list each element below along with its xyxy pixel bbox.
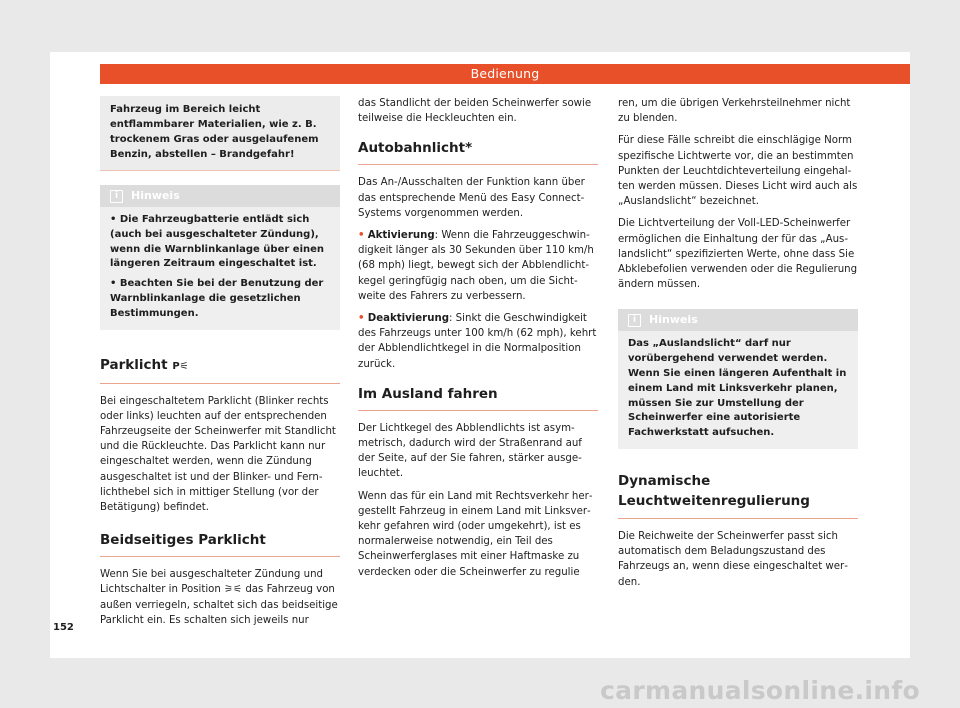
bullet-icon: • [358, 230, 365, 242]
heading-text: Parklicht [100, 356, 168, 373]
body-paragraph [100, 567, 340, 628]
body-paragraph: Wenn das für ein Land mit Rechtsverkehr hergestellt Fahrzeug in einem Land mit Linksverkehr gefahren wird (oder umgekehrt), ist es normalerweise notwendig, ein Teil des Scheinwerferglases mit einer Haftmaske zu verdecken oder die Scheinwerfer zu regulie [358, 490, 593, 578]
list-item-deaktivierung [358, 311, 598, 372]
list-item-aktivierung [358, 228, 598, 304]
body-paragraph: Das An-/Ausschalten der Funktion kann über das entsprechende Menü des Easy Connect-Systems vorgenommen werden. [358, 177, 585, 219]
warning-text: Fahrzeug im Bereich leicht entflammbarer Materialien, wie z. B. trockenem Gras oder ausgelaufenem Benzin, abstellen – Brandgefahr! [110, 104, 319, 160]
bullet-icon: • [358, 313, 365, 325]
note-item: • Beachten Sie bei der Benutzung der Warnblinkanlage die gesetzlichen Bestimmungen. [110, 278, 324, 319]
body-paragraph: Die Lichtverteilung der Voll-LED-Scheinwerfer ermöglichen die Einhaltung der für das „Auslandslicht“ spezifizierten Werte, ohne dass Sie Abklebefolien verwenden oder die Regulierung ändern müssen. [618, 218, 858, 291]
note-item: • Die Fahrzeugbatterie entlädt sich (auch bei ausgeschalteter Zündung), wenn die Warnblinkanlage über einen längeren Zeitraum eingeschaltet ist. [110, 214, 325, 270]
term: Deaktivierung [367, 313, 450, 325]
page-number: 152 [53, 622, 74, 633]
note-box [100, 207, 340, 330]
section-heading-parklicht [100, 356, 340, 384]
info-icon: i [628, 314, 641, 327]
body-paragraph: das Standlicht der beiden Scheinwerfer sowie teilweise die Heckleuchten ein. [358, 98, 592, 125]
section-heading-dynamic: Dynamische Leuchtweitenregulierung [618, 471, 858, 519]
manual-page [50, 52, 910, 658]
section-title: Bedienung [470, 66, 540, 81]
warning-box [100, 96, 340, 171]
body-paragraph: Für diese Fälle schreibt die einschlägige Norm spezifische Lichtwerte vor, die an bestimmten Punkten der Leuchtdichteverteilung eingehalten werden müssen. Dieses Licht wird auch als „Auslandslicht“ bezeichnet. [618, 135, 858, 208]
column-middle [358, 96, 598, 587]
text-fragment: das Fahrzeug von außen verriegeln, schaltet sich das beidseitige Parklicht ein. Es schalten sich jeweils nur [100, 584, 338, 626]
watermark: carmanualsonline.info [600, 676, 920, 705]
parking-light-symbol-icon: ⚞⚟ [224, 584, 243, 596]
body-paragraph: ren, um die übrigen Verkehrsteilnehmer nicht zu blenden. [618, 98, 851, 125]
info-icon: i [110, 190, 123, 203]
body-paragraph: Bei eingeschaltetem Parklicht (Blinker rechts oder links) leuchten auf der entsprechenden Fahrzeugseite der Scheinwerfer mit Standlicht und die Rückleuchte. Das Parklicht kann nur eingeschaltet werden, wenn die Zündung ausgeschaltet ist und der Blinker- und Fernlichthebel sich in mittiger Stellung (vor der Betätigung) befindet. [100, 395, 336, 513]
column-left [100, 96, 340, 635]
body-paragraph: Der Lichtkegel des Abblendlichts ist asymmetrisch, dadurch wird der Straßenrand auf der Seite, auf der Sie fahren, stärker ausgeleuchtet. [358, 422, 582, 480]
note-header [618, 309, 858, 331]
parklicht-symbol-icon: P⚟ [172, 360, 189, 372]
section-heading-autobahnlicht: Autobahnlicht* [358, 139, 598, 165]
section-heading-ausland: Im Ausland fahren [358, 385, 598, 411]
text-fragment: : Sinkt die Geschwindigkeit des Fahrzeugs unter 100 km/h (62 mph), kehrt der Abblendlichtkegel in die Normalposition zurück. [358, 313, 597, 370]
section-heading-beidseitig: Beidseitiges Parklicht [100, 531, 340, 557]
note-text: Das „Auslandslicht“ darf nur vorübergehend verwendet werden. Wenn Sie einen längeren Aufenthalt in einem Land mit Linksverkehr planen, müssen Sie zur Umstellung der Scheinwerfer eine autorisierte Fachwerkstatt aufsuchen. [628, 338, 847, 439]
section-header-bar [100, 64, 910, 84]
note-header [100, 185, 340, 207]
note-box [618, 331, 858, 449]
column-right [618, 96, 858, 597]
term: Aktivierung [367, 230, 435, 242]
note-heading: Hinweis [131, 189, 180, 202]
text-fragment: : Wenn die Fahrzeuggeschwindigkeit länger als 30 Sekunden über 110 km/h (68 mph) liegt, bewegt sich der Abblendlichtkegel geringfügig nach oben, um die Sichtweite des Fahrers zu verbessern. [358, 230, 594, 302]
body-paragraph: Die Reichweite der Scheinwerfer passt sich automatisch dem Beladungszustand des Fahrzeugs an, wenn diese eingeschaltet werden. [618, 531, 848, 588]
text-fragment: Wenn Sie bei ausgeschalteter Zündung und Lichtschalter in Position [100, 569, 323, 596]
note-heading: Hinweis [649, 313, 698, 327]
